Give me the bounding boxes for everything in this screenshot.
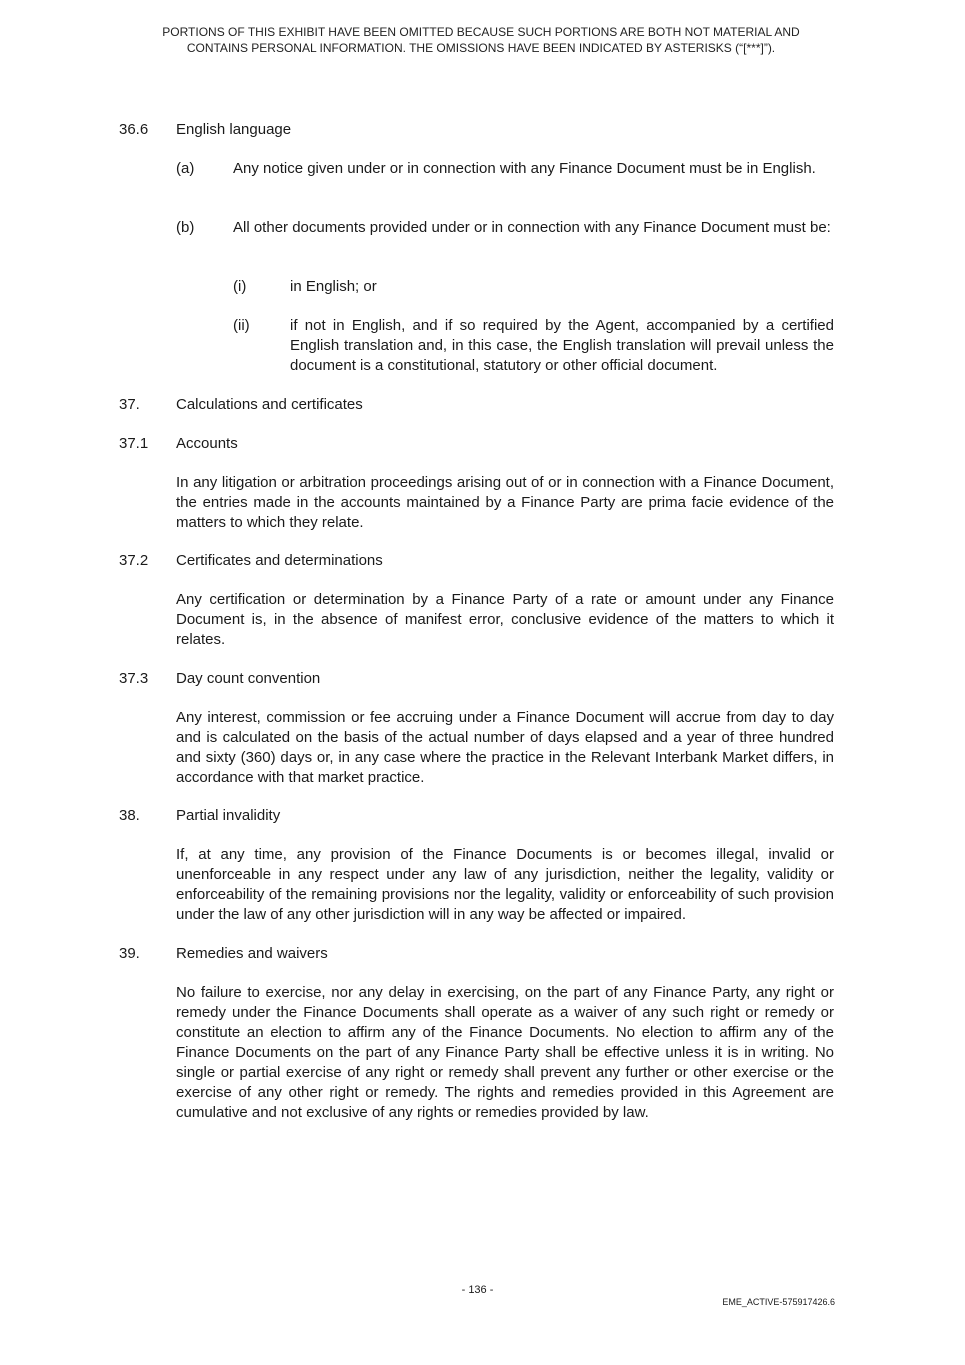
section-title: Partial invalidity	[176, 807, 281, 824]
subitem-ii-text: if not in English, and if so required by the Agent, accompanied by a certified English translation and, in this case, the English translation will prevail unless the document is a constitutional, statutory or other official document.	[290, 317, 834, 374]
section-number: 37.3	[119, 670, 149, 687]
item-b-text: All other documents provided under or in connection with any Finance Document must be:	[233, 219, 831, 236]
section-number: 36.6	[119, 121, 149, 138]
section-37-1-heading	[119, 434, 238, 454]
section-number: 37.1	[119, 435, 149, 452]
document-reference: EME_ACTIVE-575917426.6	[722, 1297, 835, 1307]
item-a-text: Any notice given under or in connection with any Finance Document must be in English.	[233, 160, 816, 177]
section-title: Day count convention	[176, 670, 321, 687]
section-37-2-heading	[119, 551, 383, 571]
section-39-text: No failure to exercise, nor any delay in exercising, on the part of any Finance Party, any right or remedy under the Finance Documents shall operate as a waiver of any such right or remedy or constitute an election to affirm any of the Finance Documents. No election to affirm any of the Finance Documents on the part of any Finance Party shall be effective unless it is in writing. No single or partial exercise of any right or remedy shall prevent any further or other exercise or the exercise of any other right or remedy. The rights and remedies provided in this Agreement are cumulative and not exclusive of any rights or remedies provided by law.	[176, 984, 834, 1121]
subitem-i-label: (i)	[233, 278, 247, 295]
notice-line-1: PORTIONS OF THIS EXHIBIT HAVE BEEN OMITTED BECAUSE SUCH PORTIONS ARE BOTH NOT MATERIAL AND	[162, 25, 800, 39]
section-38-heading	[119, 806, 280, 826]
section-number: 37.2	[119, 552, 149, 569]
section-number: 38.	[119, 807, 140, 824]
section-38-text: If, at any time, any provision of the Finance Documents is or becomes illegal, invalid or unenforceable in any respect under any law of any jurisdiction, neither the legality, validity or enforceability of the remaining provisions nor the legality, validity or enforceability of such provision under the law of any other jurisdiction will in any way be affected or impaired.	[176, 846, 834, 923]
item-b-label: (b)	[176, 219, 195, 236]
section-37-3-heading	[119, 669, 320, 689]
section-number: 39.	[119, 945, 140, 962]
section-title: Remedies and waivers	[176, 945, 328, 962]
section-37-3-text: Any interest, commission or fee accruing under a Finance Document will accrue from day to day and is calculated on the basis of the actual number of days elapsed and a year of three hundred and sixty (360) days or, in any case where the practice in the Relevant Interbank Market differs, in accordance with that market practice.	[176, 709, 834, 786]
section-39-heading	[119, 944, 328, 964]
notice-line-2: CONTAINS PERSONAL INFORMATION. THE OMISSIONS HAVE BEEN INDICATED BY ASTERISKS (“[***]”).	[186, 41, 776, 55]
subitem-i-text: in English; or	[290, 278, 377, 295]
section-37-2-text: Any certification or determination by a Finance Party of a rate or amount under any Finance Document is, in the absence of manifest error, conclusive evidence of the matters to which it relates.	[176, 591, 834, 648]
exhibit-omission-notice	[120, 24, 842, 56]
section-title: Certificates and determinations	[176, 552, 383, 569]
section-37-1-text: In any litigation or arbitration proceedings arising out of or in connection with a Finance Document, the entries made in the accounts maintained by a Finance Party are prima facie evidence of the matters to which they relate.	[176, 474, 834, 531]
section-36-6-heading	[119, 120, 291, 140]
subitem-ii-label: (ii)	[233, 317, 250, 334]
section-title: Accounts	[176, 435, 238, 452]
section-number: 37.	[119, 396, 140, 413]
section-title: Calculations and certificates	[176, 396, 363, 413]
section-37-heading	[119, 395, 363, 415]
item-a-label: (a)	[176, 160, 195, 177]
page-number: - 136 -	[461, 1284, 494, 1296]
section-title: English language	[176, 121, 292, 138]
